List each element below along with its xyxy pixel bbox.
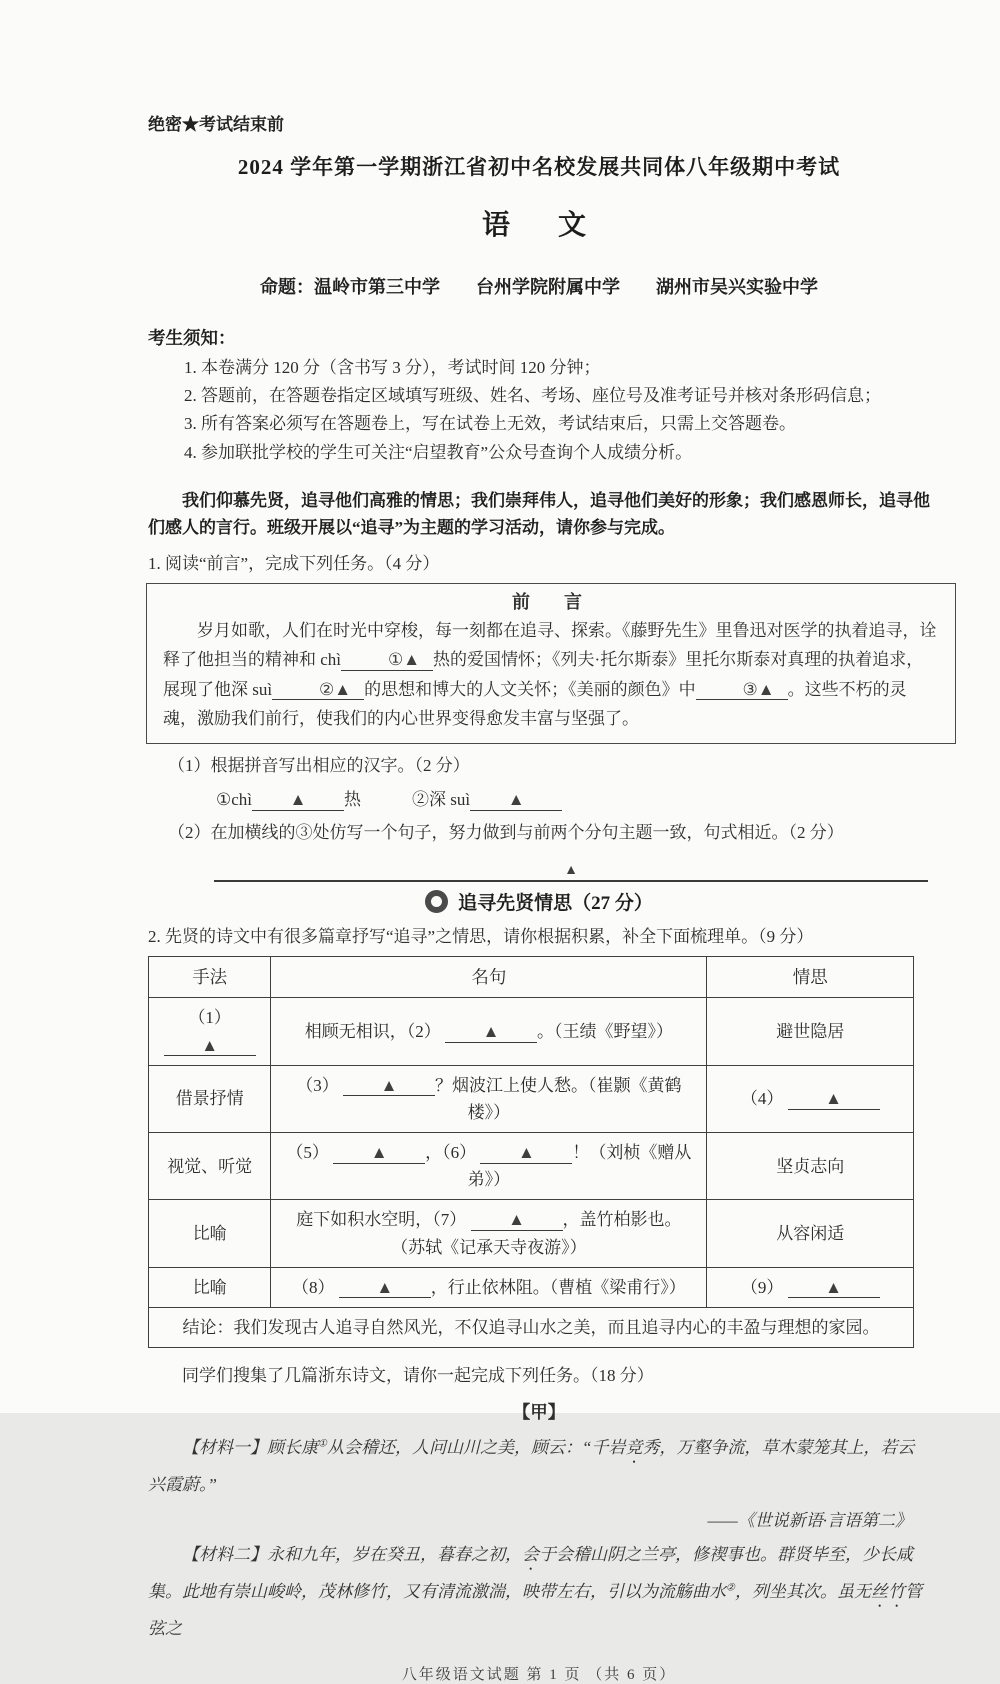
- q1-sub2-stem: （2）在加横线的③处仿写一个句子，努力做到与前两个分句主题一致，句式相近。（2 分）: [168, 822, 844, 842]
- section2-header: [148, 888, 930, 915]
- answer-blank: ▲: [343, 1076, 435, 1097]
- emotion-cell: 坚贞志向: [707, 1133, 914, 1200]
- q1-stem: 1. 阅读“前言”，完成下列任务。（4 分）: [148, 553, 440, 573]
- footnote-marker: ②: [726, 1582, 735, 1594]
- footnote-marker: ①: [318, 1438, 327, 1450]
- col-header-technique: 手法: [149, 957, 271, 998]
- answer-blank: ▲: [333, 1143, 425, 1164]
- answer-blank: ▲: [788, 1278, 880, 1299]
- quote-cell: （3） ▲ ？烟波江上使人愁。（崔颢《黄鹤楼》）: [271, 1065, 707, 1132]
- table-row: [149, 998, 914, 1065]
- notice-item-2: 2. 答题前，在答题卷指定区域填写班级、姓名、考场、座位号及准考证号并核对条形码信息；: [184, 386, 881, 406]
- answer-blank: ▲: [480, 1143, 572, 1164]
- answer-blank: ③▲: [696, 680, 788, 701]
- subject-title: 语 文: [481, 210, 596, 241]
- ring-icon: [425, 890, 448, 913]
- material1-paragraph: 【材料一】顾长康①从会稽还，人问山川之美，顾云：“千岩竞秀，万壑争流，草木蒙笼其上，若云兴霞蔚。”: [148, 1438, 915, 1495]
- notice-item-1: 1. 本卷满分 120 分（含书写 3 分），考试时间 120 分钟；: [184, 358, 601, 377]
- emphasized-char: 会: [522, 1544, 539, 1564]
- poetry-review-table: [148, 956, 914, 1348]
- quote-cell: （5） ▲ ，（6） ▲ ！（刘桢《赠从弟》）: [271, 1133, 707, 1200]
- emphasized-char: 丝竹: [870, 1581, 905, 1601]
- table-row: [149, 1267, 914, 1307]
- technique-cell: 比喻: [149, 1267, 271, 1307]
- intro-paragraph: 我们仰慕先贤，追寻他们高雅的情思；我们崇拜伟人，追寻他们美好的形象；我们感恩师长，追寻他们感人的言行。班级开展以“追寻”为主题的学习活动，请你参与完成。: [148, 490, 930, 538]
- answer-blank: ▲: [788, 1089, 880, 1110]
- quote-cell: 相顾无相识，（2） ▲ 。（王绩《野望》）: [271, 998, 707, 1065]
- q1-sub2-answer-line: ▲: [214, 862, 928, 882]
- technique-cell: 视觉、听觉: [149, 1133, 271, 1200]
- emotion-cell: 避世隐居: [707, 998, 914, 1065]
- q2-stem: 2. 先贤的诗文中有很多篇章抒写“追寻”之情思，请你根据积累，补全下面梳理单。（9 分）: [148, 927, 814, 947]
- answer-blank: ▲: [470, 790, 562, 811]
- quote-cell: （8） ▲ ，行止依林阻。（曹植《梁甫行》）: [271, 1267, 707, 1307]
- table-header-row: [149, 957, 914, 998]
- section3-intro: 同学们搜集了几篇浙东诗文，请你一起完成下列任务。（18 分）: [182, 1366, 654, 1386]
- notice-list: [184, 354, 930, 467]
- quote-cell: 庭下如积水空明，（7） ▲ ，盖竹柏影也。 （苏轼《记承天寺夜游》）: [271, 1200, 707, 1267]
- setters-line: 命题：温岭市第三中学 台州学院附属中学 湖州市吴兴实验中学: [260, 277, 818, 297]
- emotion-cell: （4） ▲: [707, 1065, 914, 1132]
- table-conclusion-row: [149, 1308, 914, 1348]
- answer-blank: ▲: [339, 1278, 431, 1299]
- preface-body: 岁月如歌，人们在时光中穿梭，每一刻都在追寻、探索。《藤野先生》里鲁迅对医学的执着追寻，诠释了他担当的精神和 chì ①▲ 热的爱国情怀；《列夫·托尔斯泰》里托尔斯泰对真理的执着追求，展现了他深 suì ②▲ 的思想和博大的人文关怀；《美丽的颜色》中 ③▲ 。这些不朽的灵魂，激励我们前行，使我们的内心世界变得愈发丰富与坚强了。: [163, 621, 937, 728]
- notice-item-3: 3. 所有答案必须写在答题卷上，写在试卷上无效，考试结束后，只需上交答题卷。: [184, 414, 796, 434]
- material2-paragraph: 【材料二】永和九年，岁在癸丑，暮春之初，会于会稽山阴之兰亭，修禊事也。群贤毕至，少长咸集。此地有崇山峻岭，茂林修竹，又有清流激湍，映带左右，引以为流觞曲水②，列坐其次。虽无丝竹管弦之: [148, 1544, 922, 1638]
- emotion-cell: 从容闲适: [707, 1200, 914, 1267]
- table-row: [149, 1200, 914, 1267]
- material1-source: ——《世说新语·言语第二》: [707, 1510, 912, 1530]
- table-row: [149, 1065, 914, 1132]
- q1-sub1-stem: （1）根据拼音写出相应的汉字。（2 分）: [168, 756, 470, 776]
- conclusion-cell: 结论：我们发现古人追寻自然风光，不仅追寻山水之美，而且追寻内心的丰盈与理想的家园。: [149, 1308, 914, 1348]
- technique-cell: 比喻: [149, 1200, 271, 1267]
- classification-banner: 绝密★考试结束前: [148, 115, 284, 134]
- answer-blank: ▲: [252, 790, 344, 811]
- col-header-emotion: 情思: [707, 957, 914, 998]
- col-header-quote: 名句: [271, 957, 707, 998]
- answer-blank: ▲: [471, 1210, 563, 1231]
- answer-blank: ▲: [164, 1036, 256, 1057]
- exam-title: 2024 学年第一学期浙江省初中名校发展共同体八年级期中考试: [237, 155, 841, 179]
- section2-title: 追寻先贤情思（27 分）: [458, 893, 653, 915]
- answer-blank: ①▲: [341, 650, 433, 671]
- emphasized-char: 竞: [625, 1438, 643, 1458]
- q1-pinyin-line: ①chì ▲ 热 ②深 suì ▲: [216, 785, 930, 811]
- emotion-cell: （9） ▲: [707, 1267, 914, 1307]
- preface-title: 前 言: [512, 592, 590, 613]
- technique-cell: 借景抒情: [149, 1065, 271, 1132]
- jia-label: 【甲】: [512, 1402, 566, 1423]
- table-row: [149, 1133, 914, 1200]
- notice-item-4: 4. 参加联批学校的学生可关注“启望教育”公众号查询个人成绩分析。: [184, 442, 693, 462]
- preface-box: [146, 583, 956, 744]
- notice-heading: 考生须知：: [148, 328, 236, 348]
- answer-blank: ▲: [445, 1022, 537, 1043]
- answer-blank: ②▲: [272, 680, 364, 701]
- page-footer: 八年级语文试题 第 1 页 （共 6 页）: [401, 1667, 677, 1684]
- technique-cell: （1） ▲: [149, 998, 271, 1065]
